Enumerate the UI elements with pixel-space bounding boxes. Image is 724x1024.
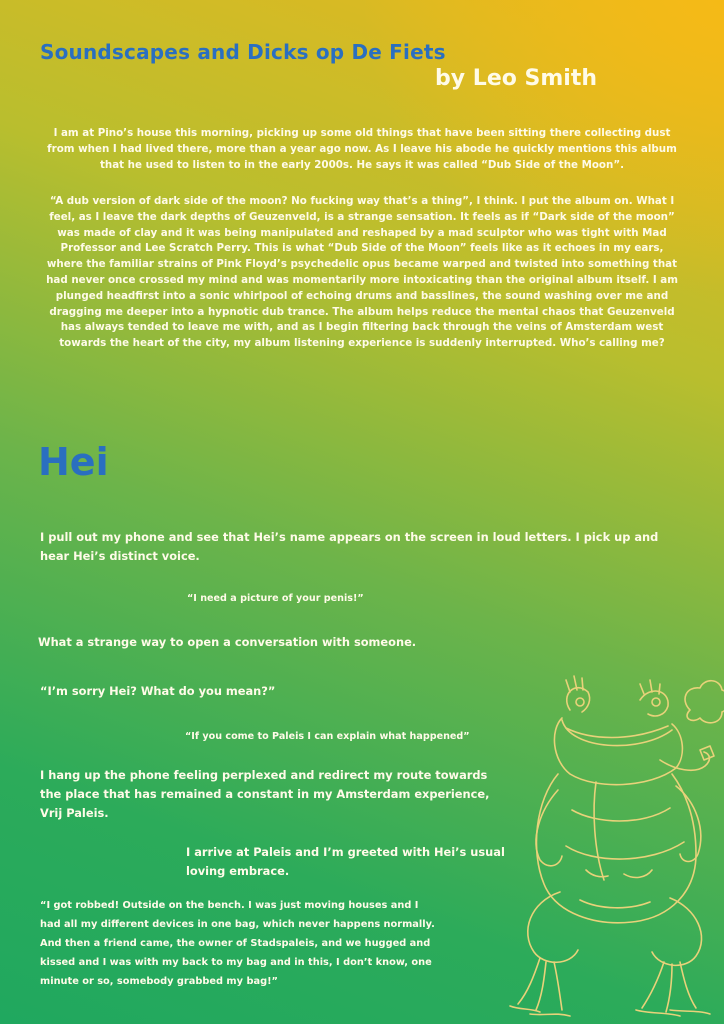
quote-1: “I need a picture of your penis!” [187,593,364,604]
intro-paragraph-2: “A dub version of dark side of the moon? No fucking way that’s a thing”, I think. I put the album on. What I feel, as I leave the dark depths of Geuzenveld, is a strange sensation. It feels as if “Dark side of the moon” was made of clay and it was being manipulated and reshaped by a mad sculptor who was tight with Mad Professor and Lee Scratch Perry. This is what “Dub Side of the Moon” feels like as it echoes in my ears, where the familiar strains of Pink Floyd’s psychedelic opus became warped and twisted into something that had never once crossed my mind and was momentarily more intoxicating than the original album itself. I am plunged headfirst into a sonic whirlpool of echoing drums and basslines, the sound washing over me and dragging me deeper into a hypnotic dub trance. The album helps reduce the mental chaos that Geuzenveld has always tended to leave me with, and as I begin filtering back through the veins of Amsterdam west towards the heart of the city, my album listening experience is suddenly interrupted. Who’s calling me? [46,195,678,350]
section-heading: Hei [38,440,109,484]
section-text-2: What a strange way to open a conversation with someone. [38,635,417,649]
section-text-3: “I’m sorry Hei? What do you mean?” [40,684,276,698]
intro-paragraph-1: I am at Pino’s house this morning, picking up some old things that have been sitting there collecting dust from when I had lived there, more than a year ago now. As I leave his abode he quickly mentions this album that he used to listen to in the early 2000s. He says it was called “Dub Side of the Moon”. [47,127,677,171]
author-byline: by Leo Smith [435,66,597,91]
section-text-1: I pull out my phone and see that Hei’s name appears on the screen in loud letters. I pick up and hear Hei’s distinct voice. [40,530,659,563]
quote-2: “If you come to Paleis I can explain what happened” [185,731,470,742]
quote-3: “I got robbed! Outside on the bench. I was just moving houses and I had all my different devices in one bag, which never happens normally. And then a friend came, the owner of Stadspaleis, and we hugged and kissed and I was with my back to my bag and in this, I don’t know, one minute or so, somebody grabbed my bag!” [40,900,435,987]
article-title: Soundscapes and Dicks op De Fiets [40,40,446,65]
section-text-4: I hang up the phone feeling perplexed and redirect my route towards the place that has remained a constant in my Amsterdam experience, Vrij Paleis. [40,768,490,820]
section-text-5: I arrive at Paleis and I’m greeted with Hei’s usual loving embrace. [186,845,505,878]
frog-drawing-icon [500,670,724,1024]
